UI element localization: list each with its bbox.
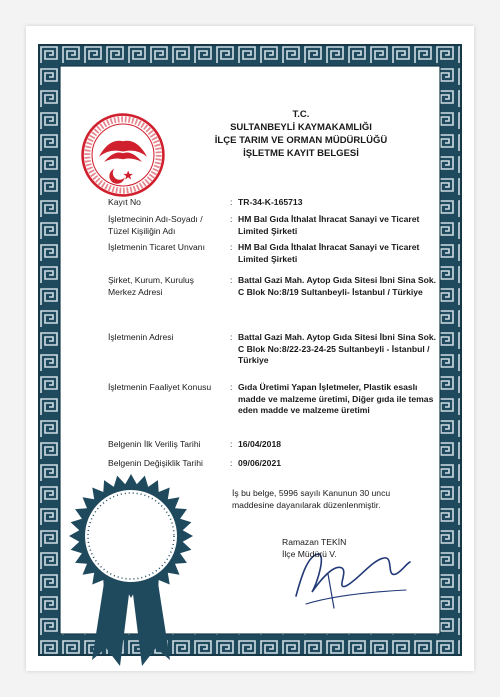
field-value: 16/04/2018 [238,439,282,449]
ministry-seal-icon [80,112,166,198]
signatory-title: İlçe Müdürü V. [282,548,337,559]
header-tc: T.C. [292,109,310,120]
certificate-page [26,26,474,671]
field-colon: : [230,458,233,468]
award-rosette-icon [66,470,196,670]
field-label: İşletmenin Ticaret Unvanı [108,242,205,252]
field-label: Belgenin Değişiklik Tarihi [108,458,203,468]
signatory-block [282,537,346,560]
header-district: SULTANBEYLİ KAYMAKAMLIĞI [230,122,372,133]
field-value: Gıda Üretimi Yapan İşletmeler, Plastik esaslı madde ve malzeme üretimi, Diğer gıda ile temas eden madde ve malzeme üretimi [238,382,434,415]
field-colon: : [230,214,233,224]
field-label: İşletmenin Adresi [108,332,174,342]
field-colon: : [230,275,233,285]
field-value: Battal Gazi Mah. Aytop Gıda Sitesi İbni Sina Sok. C Blok No:8/19 Sultanbeyli- İstanbul / Türkiye [238,275,437,297]
header-directorate: İLÇE TARIM VE ORMAN MÜDÜRLÜĞÜ [214,135,388,146]
legal-note: İş bu belge, 5996 sayılı Kanunun 30 uncu maddesine dayanılarak düzenlenmiştir. [232,488,391,510]
field-value: HM Bal Gıda İthalat İhracat Sanayi ve Ticaret Limited Şirketi [238,214,420,236]
field-label: Kayıt No [108,197,141,207]
field-label: İşletmecinin Adı-Soyadı / Tüzel Kişiliğin Adı [108,214,203,236]
certificate-header [186,108,416,160]
field-label: Şirket, Kurum, Kuruluş Merkez Adresi [108,275,194,297]
field-value: Battal Gazi Mah. Aytop Gıda Sitesi İbni Sina Sok. C Blok No:8/22-23-24-25 Sultanbeyli - İstanbul / Türkiye [238,332,437,365]
field-label: Belgenin İlk Veriliş Tarihi [108,439,201,449]
field-label: İşletmenin Faaliyet Konusu [108,382,212,392]
header-document-title: İŞLETME KAYIT BELGESİ [243,148,359,159]
field-value: 09/06/2021 [238,458,282,468]
field-colon: : [230,242,233,252]
signatory-name: Ramazan TEKİN [282,537,347,547]
field-colon: : [230,332,233,342]
field-colon: : [230,439,233,449]
field-colon: : [230,197,233,207]
field-value: HM Bal Gıda İthalat İhracat Sanayi ve Ticaret Limited Şirketi [238,242,420,264]
field-value: TR-34-K-165713 [238,197,303,207]
field-colon: : [230,382,233,392]
